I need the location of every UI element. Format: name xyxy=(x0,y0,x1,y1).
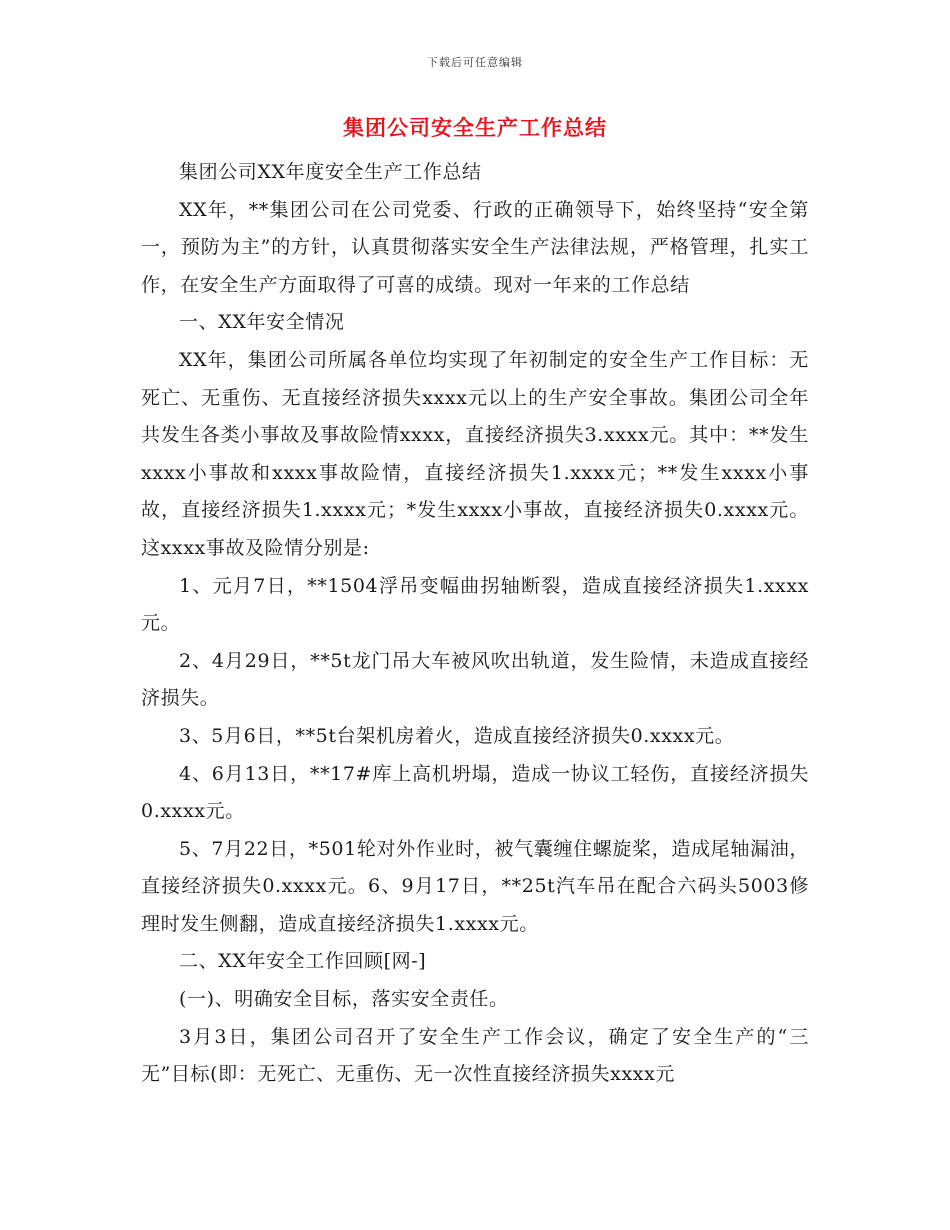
subsection-heading: (一)、明确安全目标，落实安全责任。 xyxy=(179,988,509,1011)
paragraph-intro: XX年，**集团公司在公司党委、行政的正确领导下，始终坚持“安全第一，预防为主”的方针，认真贯彻落实安全生产法律法规，严格管理，扎实工作，在安全生产方面取得了可喜的成绩。现对一年来的工作总结 xyxy=(141,198,809,296)
document-title: 集团公司安全生产工作总结 xyxy=(343,116,607,140)
paragraph-subtitle: 集团公司XX年度安全生产工作总结 xyxy=(179,161,482,183)
list-item: 4、6月13日，**17#库上高机坍塌，造成一协议工轻伤，直接经济损失0.xxxx元。 xyxy=(141,762,809,823)
list-item: 5、7月22日，*501轮对外作业时，被气囊缠住螺旋桨，造成尾轴漏油，直接经济损失0.xxxx元。6、9月17日，**25t汽车吊在配合六码头5003修理时发生侧翻，造成直接经济损失1.xxxx元。 xyxy=(141,837,809,935)
paragraph: 3月3日，集团公司召开了安全生产工作会议，确定了安全生产的“三无”目标(即：无死亡、无重伤、无一次性直接经济损失xxxx元 xyxy=(141,1025,809,1086)
section-heading: 二、XX年安全工作回顾[网-] xyxy=(179,950,427,973)
header-note: 下载后可任意编辑 xyxy=(427,56,523,69)
document-body xyxy=(141,154,809,1094)
section-heading: 一、XX年安全情况 xyxy=(179,311,345,334)
list-item: 3、5月6日，**5t台架机房着火，造成直接经济损失0.xxxx元。 xyxy=(179,724,735,747)
list-item: 1、元月7日，**1504浮吊变幅曲拐轴断裂，造成直接经济损失1.xxxx元。 xyxy=(141,574,809,635)
list-item: 2、4月29日，**5t龙门吊大车被风吹出轨道，发生险情，未造成直接经济损失。 xyxy=(141,649,809,710)
paragraph: XX年，集团公司所属各单位均实现了年初制定的安全生产工作目标：无死亡、无重伤、无直接经济损失xxxx元以上的生产安全事故。集团公司全年共发生各类小事故及事故险情xxxx，直接经济损失3.xxxx元。其中：**发生xxxx小事故和xxxx事故险情，直接经济损失1.xxxx元；**发生xxxx小事故，直接经济损失1.xxxx元；*发生xxxx小事故，直接经济损失0.xxxx元。这xxxx事故及险情分别是: xyxy=(141,348,809,559)
